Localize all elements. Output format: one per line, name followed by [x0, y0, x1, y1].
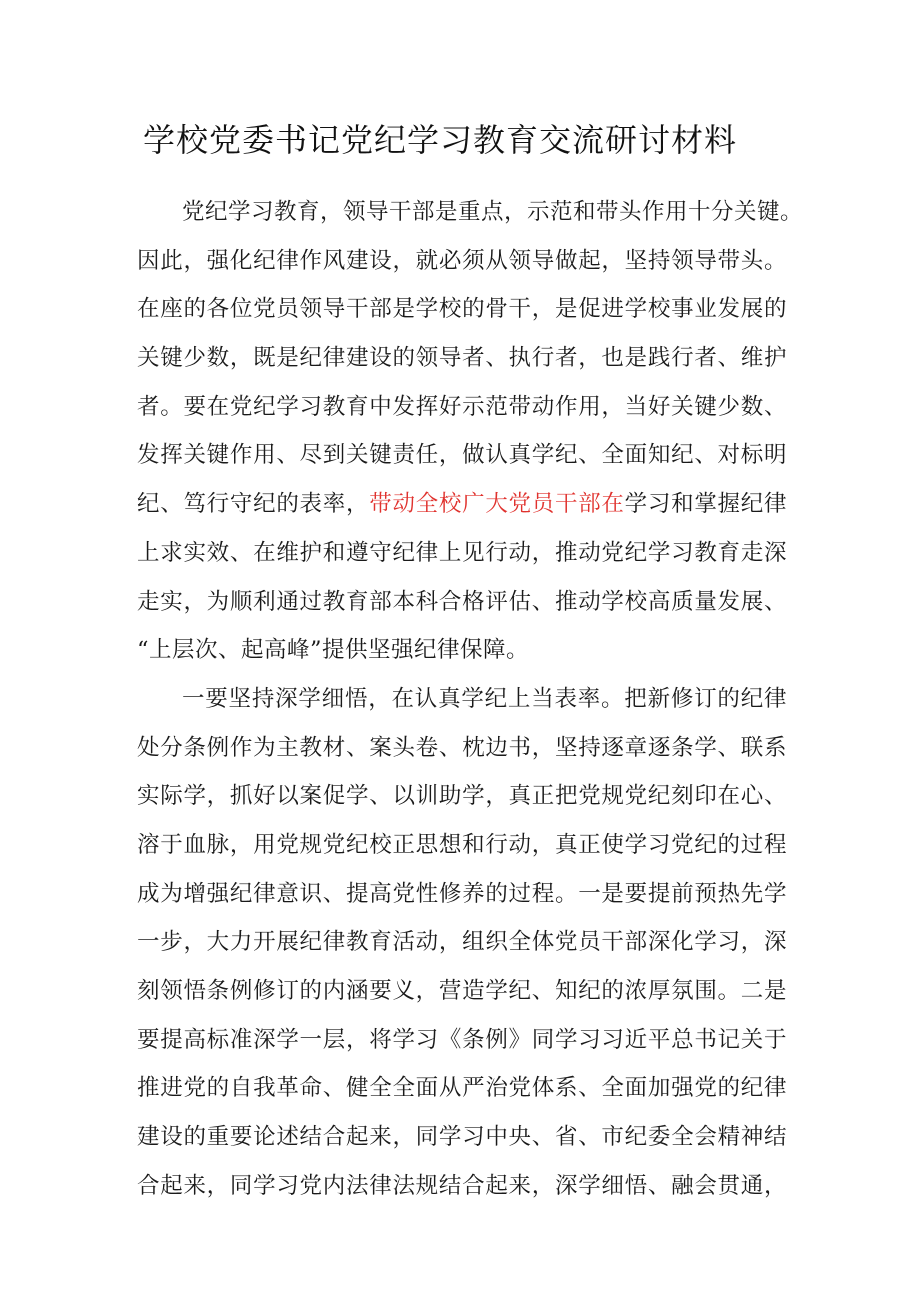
paragraph-line: 要提高标准深学一层，将学习《条例》同学习习近平总书记关于 — [137, 1026, 787, 1053]
paragraph-line: 一步，大力开展纪律教育活动，组织全体党员干部深化学习，深 — [137, 929, 787, 956]
paragraph-line-highlighted — [137, 480, 787, 529]
paragraph-line: 处分条例作为主教材、案头卷、枕边书，坚持逐章逐条学、联系 — [137, 734, 787, 761]
paragraph-line: 发挥关键作用、尽到关键责任，做认真学纪、全面知纪、对标明 — [137, 442, 787, 469]
paragraph-line: 走实，为顺利通过教育部本科合格评估、推动学校高质量发展、 — [137, 588, 787, 615]
paragraph-line: 合起来，同学习党内法律法规结合起来，深学细悟、融会贯通， — [137, 1172, 787, 1199]
document-body — [137, 188, 804, 1210]
paragraph-line: 建设的重要论述结合起来，同学习中央、省、市纪委全会精神结 — [137, 1124, 787, 1151]
paragraph-line: 关键少数，既是纪律建设的领导者、执行者，也是践行者、维护 — [137, 345, 787, 372]
paragraph-line: “上层次、起高峰”提供坚强纪律保障。 — [137, 637, 530, 664]
line-text-after: 学习和掌握纪律 — [624, 491, 787, 518]
document-title: 学校党委书记党纪学习教育交流研讨材料 — [142, 121, 737, 159]
paragraph-line: 在座的各位党员领导干部是学校的骨干，是促进学校事业发展的 — [137, 296, 787, 323]
paragraph-line: 溶于血脉，用党规党纪校正思想和行动，真正使学习党纪的过程 — [137, 831, 787, 858]
paragraph-line: 者。要在党纪学习教育中发挥好示范带动作用，当好关键少数、 — [137, 393, 787, 420]
paragraph-line: 一要坚持深学细悟，在认真学纪上当表率。把新修订的纪律 — [182, 685, 787, 712]
paragraph-line: 推进党的自我革命、健全全面从严治党体系、全面加强党的纪律 — [137, 1075, 787, 1102]
paragraph-line: 成为增强纪律意识、提高党性修养的过程。一是要提前预热先学 — [137, 880, 787, 907]
highlighted-text: 带动全校广大党员干部在 — [369, 491, 625, 518]
paragraph-line: 实际学，抓好以案促学、以训助学，真正把党规党纪刻印在心、 — [137, 783, 787, 810]
paragraph-line: 党纪学习教育，领导干部是重点，示范和带头作用十分关键。 — [182, 199, 804, 225]
paragraph-line: 刻领悟条例修订的内涵要义，营造学纪、知纪的浓厚氛围。二是 — [137, 978, 787, 1004]
paragraph-line: 因此，强化纪律作风建设，就必须从领导做起，坚持领导带头。 — [137, 247, 787, 274]
line-text-before: 纪、笃行守纪的表率， — [137, 491, 370, 518]
paragraph-line: 上求实效、在维护和遵守纪律上见行动，推动党纪学习教育走深 — [137, 539, 787, 566]
